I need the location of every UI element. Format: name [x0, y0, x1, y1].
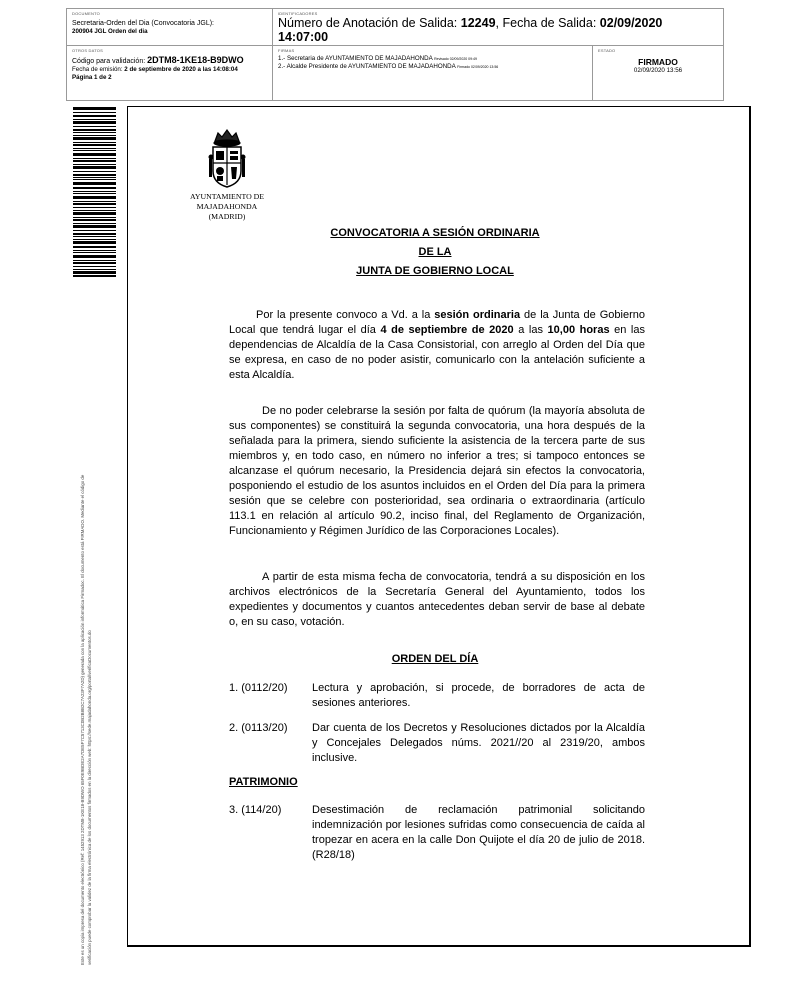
codigo-line [72, 56, 267, 66]
ayuntamiento-line2: MAJADAHONDA [196, 202, 258, 211]
side-text-line2[interactable]: verificación puede comprobar la validez de la firma electrónica de los documentos firmados en la dirección web: https://sede.majadahonda.org/portal/verificaDocumentos.do [86, 630, 92, 965]
estado-fecha: 02/09/2020 13:56 [633, 67, 683, 74]
estado-label: ESTADO [598, 48, 616, 53]
agenda-item [229, 721, 645, 766]
documento-line2: 200904 JGL Orden del dia [72, 28, 148, 35]
firma-2-nota: Firmado 02/09/2020 13:56 [457, 65, 499, 69]
agenda-item-text: Lectura y aprobación, si procede, de borradores de acta de sesiones anteriores. [312, 682, 645, 709]
verification-side-text [80, 295, 93, 965]
validation-header [66, 8, 724, 101]
agenda-item-number: 1. (0112/20) [229, 682, 288, 694]
anotacion-prefix: Número de Anotación de Salida: [278, 16, 458, 30]
firma-1-nota: Revisado 02/09/2020 09:49 [434, 57, 477, 61]
para1-bold-sesion: sesión ordinaria [434, 309, 521, 321]
quorum-paragraph: De no poder celebrarse la sesión por falta de quórum (la mayoría absoluta de sus componentes) se constituirá la segunda convocatoria, una hora después de la señalada para la primera, siendo suficiente la asistencia de la tercera parte de sus miembros y, en todo caso, en número no inferior a tres; si tampoco entonces se alcanzase el quórum necesario, la Presidencia dejará sin efectos la convocatoria, posponiendo el estudio de los asuntos incluidos en el Orden del Día para la primera sesión que se celebre con posterioridad, sea ordinaria o extraordinaria (artículo 113.1 en relación al artículo 90.2, inciso final, del Reglamento de Organización, Funcionamiento y Régimen Jurídico de las Corporaciones Locales). [229, 405, 645, 537]
agenda-item-number: 3. (114/20) [229, 804, 282, 816]
agenda-item-text: Dar cuenta de los Decretos y Resoluciones dictados por la Alcaldía y Concejales Delegados núms. 2021//20 al 2319/20, ambos inclusive. [312, 722, 645, 764]
section-patrimonio: PATRIMONIO [229, 776, 298, 788]
ayuntamiento-caption [184, 192, 270, 222]
emision-fecha: 2 de septiembre de 2020 a las 14:08:04 [124, 66, 238, 73]
identificadores-label: IDENTIFICADORES [278, 11, 318, 16]
title-line2: DE LA [418, 246, 452, 258]
para1-bold-fecha: 4 de septiembre de 2020 [380, 324, 514, 336]
agenda-item [229, 681, 645, 711]
para1-text1: Por la presente convoco a Vd. a la [256, 309, 435, 321]
fecha-prefix: , Fecha de Salida: [495, 16, 597, 30]
firma-1 [278, 55, 587, 63]
identificadores-cell [273, 9, 723, 45]
anotacion-line [278, 16, 718, 30]
archivos-paragraph: A partir de esta misma fecha de convocatoria, tendrá a su disposición en los archivos electrónicos de la Secretaría General del Ayuntamiento, todos los expedientes y documentos y cuantos antecedentes deban servir de base al debate o, en su caso, votación. [229, 571, 645, 628]
agenda-item [229, 803, 645, 863]
documento-line1: Secretaria-Orden del Dia (Convocatoria JGL): [72, 20, 215, 27]
codigo-validacion[interactable]: 2DTM8-1KE18-B9DWO [147, 55, 244, 65]
para1-text2: de la Junta de Gobierno Local que tendrá lugar el día [229, 309, 645, 336]
documento-label: DOCUMENTO [72, 11, 100, 16]
codigo-prefix: Código para validación: [72, 58, 146, 65]
otros-datos-cell [67, 46, 272, 100]
convocatoria-paragraph [229, 308, 645, 383]
title-line1: CONVOCATORIA A SESIÓN ORDINARIA [330, 227, 540, 239]
side-text-line1: Este es un copia impresa del documento electrónico (Ref: 1452913 2DTM8-1KE18-B9DWO 65F0E9BDE2A7DE5F7C5713C0B2B8B2C7A23F7A2D) generada con la aplicación informática Firmadoc. El documento está FIRMADO. Mediante el código de [80, 474, 85, 965]
estado-cell [593, 46, 723, 100]
title-line3: JUNTA DE GOBIERNO LOCAL [356, 265, 514, 277]
barcode-image [73, 107, 116, 277]
firmas-cell [273, 46, 592, 100]
para1-text3: a las [513, 324, 548, 336]
fecha-salida: 02/09/2020 [599, 16, 663, 30]
agenda-item-number: 2. (0113/20) [229, 722, 288, 734]
documento-cell [67, 9, 272, 45]
para1-bold-hora: 10,00 horas [547, 324, 610, 336]
hora-salida: 14:07:00 [278, 30, 329, 44]
firma-2 [278, 63, 587, 71]
orden-del-dia-title: ORDEN DEL DÍA [391, 653, 479, 665]
para1-text4: en las dependencias de Alcaldía de la Casa Consistorial, con arreglo al Orden del Día que se expresa, en caso de no poder asistir, comunicarlo con la antelación suficiente a esta Alcaldía. [229, 324, 645, 381]
emision-line [72, 66, 267, 74]
firmas-label: FIRMAS [278, 48, 295, 53]
firma-1-text: 1.- Secretaria de AYUNTAMIENTO DE MAJADAHONDA [278, 55, 433, 62]
ayuntamiento-line3: (MADRID) [208, 212, 246, 221]
estado-value: FIRMADO [638, 57, 678, 67]
pagina-indicator: Página 1 de 2 [72, 74, 112, 81]
emision-prefix: Fecha de emisión: [72, 66, 123, 73]
ayuntamiento-line1: AYUNTAMIENTO DE [189, 192, 265, 201]
agenda-item-text: Desestimación de reclamación patrimonial solicitando indemnización por lesiones sufridas como consecuencia de caída al tropezar en acera en la calle Don Quijote el día 20 de julio de 2018. (R28/18) [312, 804, 645, 861]
anotacion-numero: 12249 [460, 16, 496, 30]
coat-of-arms-icon [207, 127, 247, 189]
firma-2-text: 2.- Alcalde Presidente de AYUNTAMIENTO DE MAJADAHONDA [278, 63, 456, 70]
otros-datos-label: OTROS DATOS [72, 48, 103, 53]
